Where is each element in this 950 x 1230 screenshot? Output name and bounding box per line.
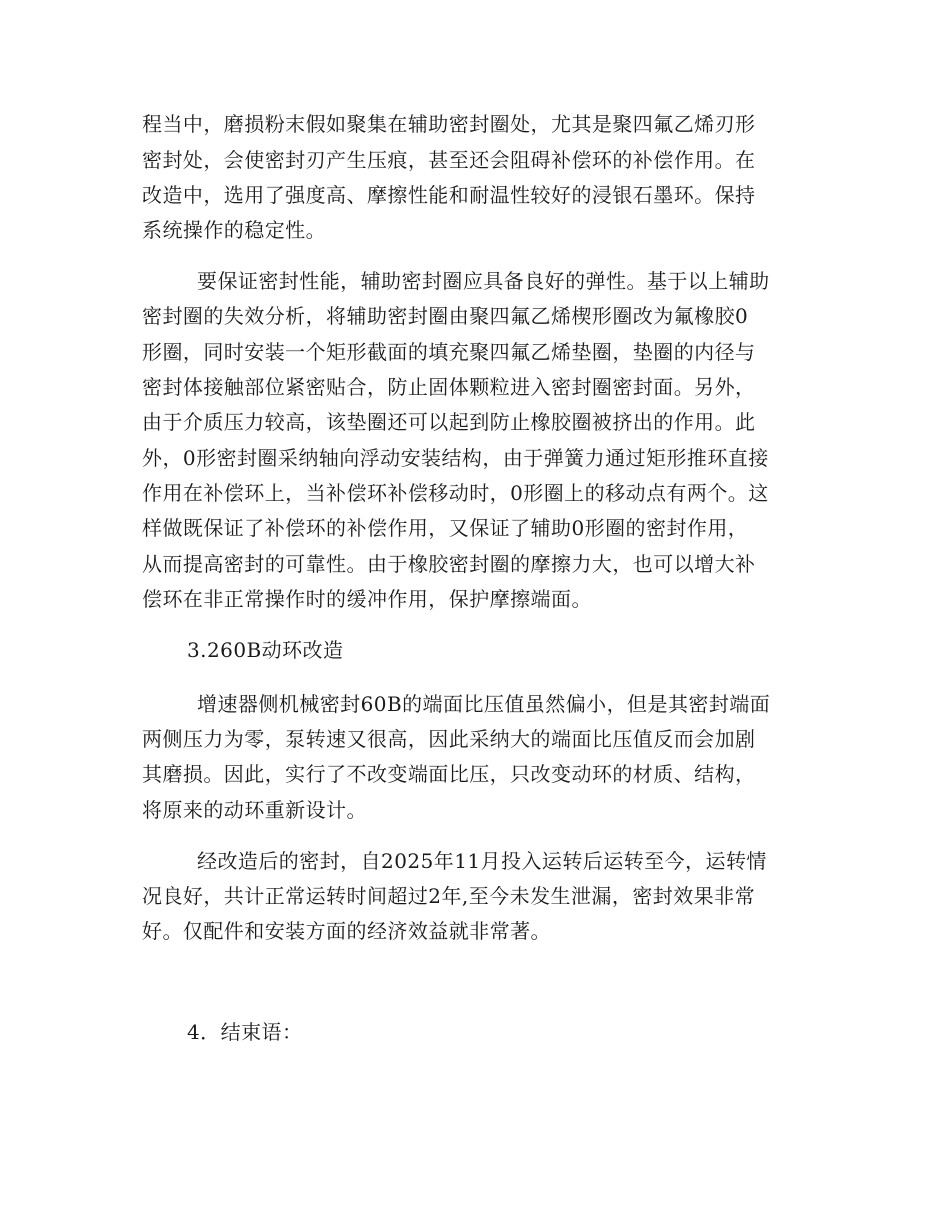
text-line: 两侧压力为零，泵转速又很高，因此采纳大的端面比压值反而会加剧 [142,727,756,751]
text-line: 系统操作的稳定性。 [142,218,327,242]
text-line: 程当中，磨损粉末假如聚集在辅助密封圈处，尤其是聚四氟乙烯刃形 [142,112,756,136]
text-line: 外，0形密封圈采纳轴向浮动安装结构，由于弹簧力通过矩形推环直接 [142,446,769,470]
text-line: 要保证密封性能，辅助密封圈应具备良好的弹性。基于以上辅助 [197,269,770,293]
text-line: 形圈，同时安装一个矩形截面的填充聚四氟乙烯垫圈，垫圈的内径与 [142,340,756,364]
text-line: 密封处，会使密封刃产生压痕，甚至还会阻碍补偿环的补偿作用。在 [142,148,756,172]
text-line: 样做既保证了补偿环的补偿作用，又保证了辅助0形圈的密封作用， [142,516,749,540]
text-line: 作用在补偿环上，当补偿环补偿移动时，0形圈上的移动点有两个。这 [142,481,769,505]
text-line: 其磨损。因此，实行了不改变端面比压，只改变动环的材质、结构， [142,762,756,786]
text-line: 偿环在非正常操作时的缓冲作用，保护摩擦端面。 [142,587,592,611]
text-line: 从而提高密封的可靠性。由于橡胶密封圈的摩擦力大，也可以增大补 [142,552,756,576]
text-line: 增速器侧机械密封60B的端面比压值虽然偏小，但是其密封端面 [197,692,771,716]
section-heading: 4．结束语： [187,1020,303,1044]
text-line: 由于介质压力较高，该垫圈还可以起到防止橡胶圈被挤出的作用。此 [142,410,756,434]
text-line: 况良好，共计正常运转时间超过2年,至今未发生泄漏，密封效果非常 [142,884,756,908]
text-line: 将原来的动环重新设计。 [142,798,367,822]
text-line: 经改造后的密封，自2025年11月投入运转后运转至今，运转情 [197,849,767,873]
text-line: 密封圈的失效分析，将辅助密封圈由聚四氟乙烯楔形圈改为氟橡胶0 [142,304,749,328]
text-line: 改造中，选用了强度高、摩擦性能和耐温性较好的浸银石墨环。保持 [142,183,756,207]
section-heading: 3.260B动环改造 [187,638,344,662]
text-line: 好。仅配件和安装方面的经济效益就非常著。 [142,919,551,943]
text-line: 密封体接触部位紧密贴合，防止固体颗粒进入密封圈密封面。另外， [142,375,756,399]
